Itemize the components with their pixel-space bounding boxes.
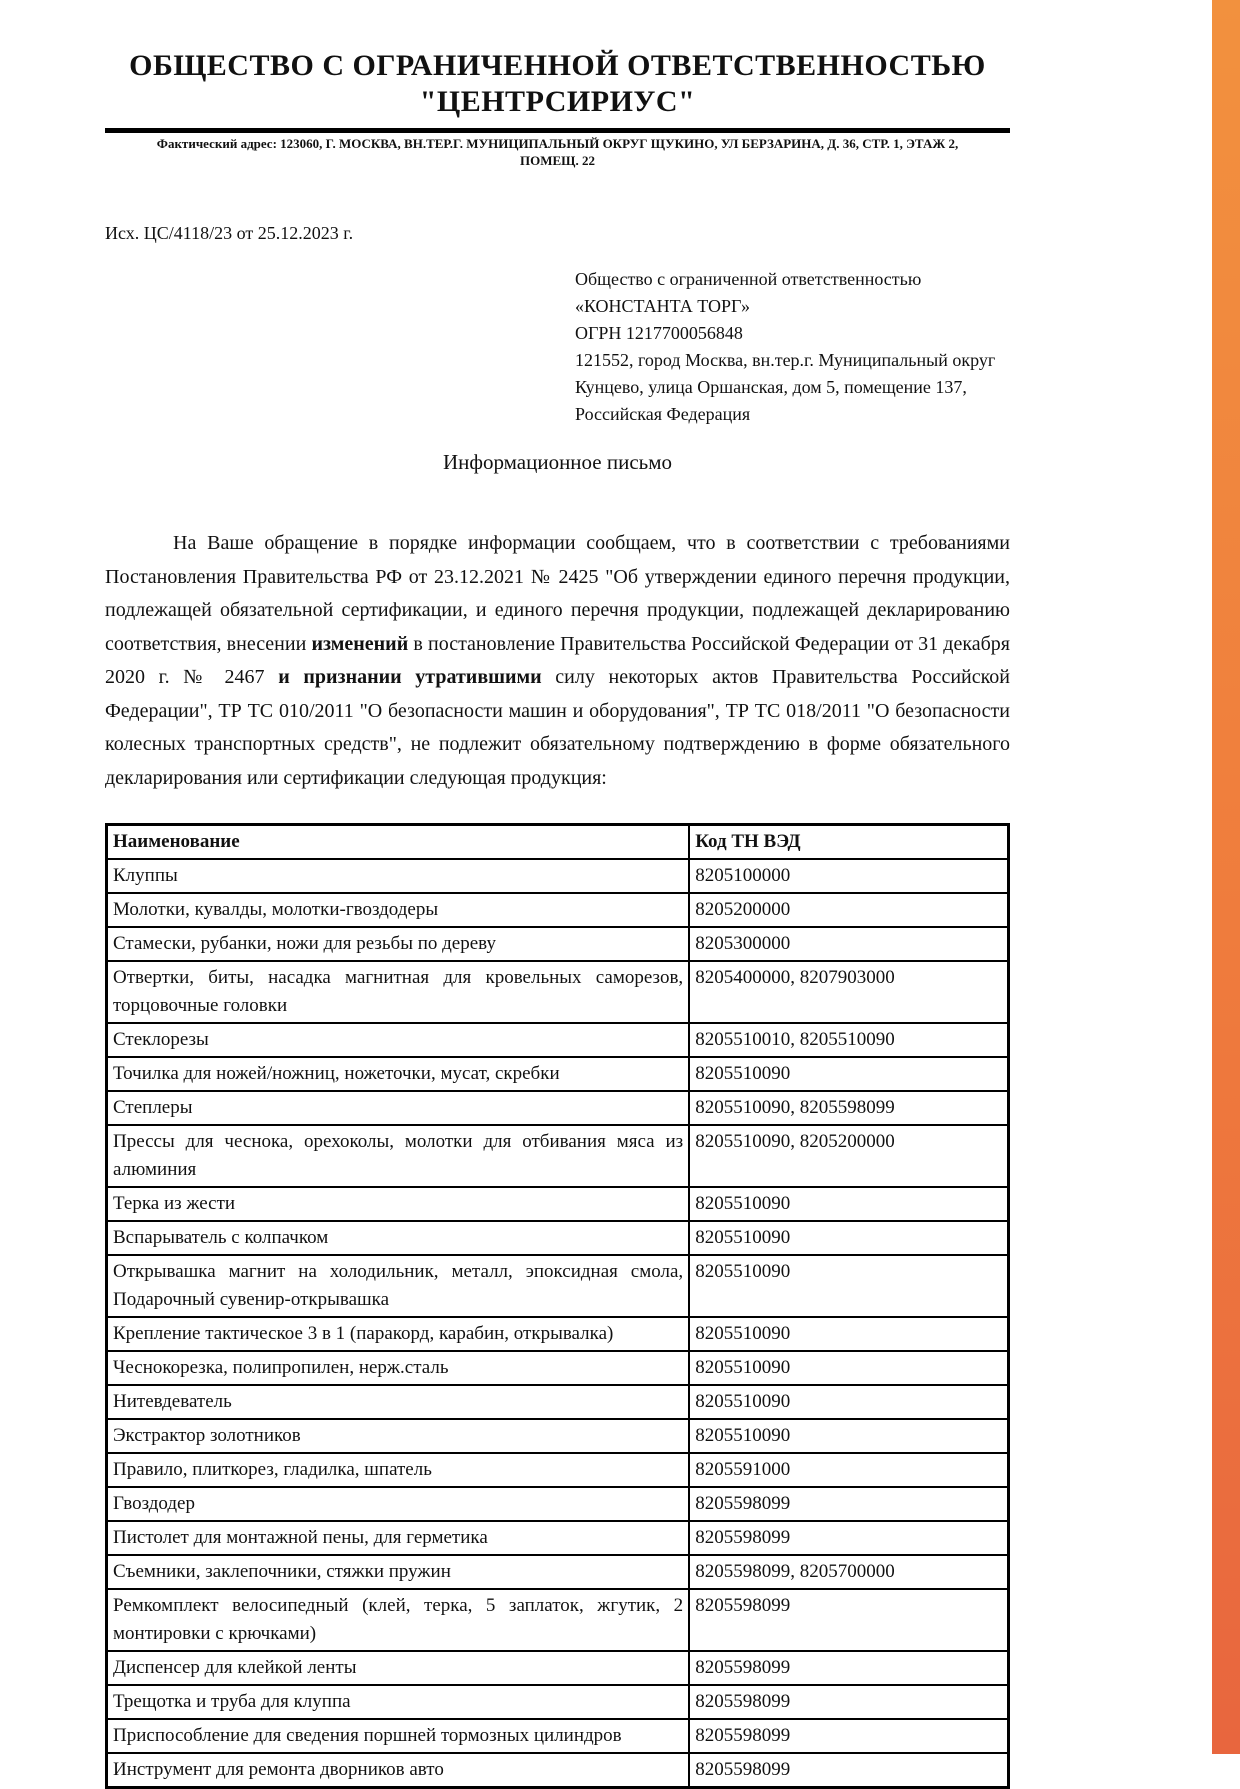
tnved-code-cell: 8205598099 xyxy=(689,1651,1008,1685)
tnved-code-cell: 8205598099 xyxy=(689,1589,1008,1651)
table-row xyxy=(107,1419,1009,1453)
table-row xyxy=(107,1317,1009,1351)
tnved-code-cell: 8205510090, 8205598099 xyxy=(689,1091,1008,1125)
tnved-code-cell: 8205598099 xyxy=(689,1487,1008,1521)
table-header-row xyxy=(107,825,1009,860)
product-name-cell: Нитевдеватель xyxy=(107,1385,690,1419)
tnved-code-cell: 8205598099 xyxy=(689,1521,1008,1555)
recipient-line: Российская Федерация xyxy=(575,404,751,424)
product-name-cell: Ремкомплект велосипедный (клей, терка, 5 заплаток, жгутик, 2 монтировки с крючками) xyxy=(107,1589,690,1651)
tnved-code-cell: 8205510010, 8205510090 xyxy=(689,1023,1008,1057)
product-name-cell: Экстрактор золотников xyxy=(107,1419,690,1453)
tnved-code-cell: 8205510090 xyxy=(689,1419,1008,1453)
tnved-code-cell: 8205510090 xyxy=(689,1351,1008,1385)
company-name-line1: ОБЩЕСТВО С ОГРАНИЧЕННОЙ ОТВЕТСТВЕННОСТЬЮ xyxy=(129,49,986,82)
product-name-cell: Открывашка магнит на холодильник, металл, эпоксидная смола, Подарочный сувенир-открывашка xyxy=(107,1255,690,1317)
tnved-code-cell: 8205300000 xyxy=(689,927,1008,961)
table-row xyxy=(107,1385,1009,1419)
table-row xyxy=(107,859,1009,893)
product-name-cell: Стеклорезы xyxy=(107,1023,690,1057)
tnved-code-cell: 8205510090, 8205200000 xyxy=(689,1125,1008,1187)
table-row xyxy=(107,1221,1009,1255)
recipient-line: «КОНСТАНТА ТОРГ» xyxy=(575,296,750,316)
product-name-cell: Прессы для чеснока, орехоколы, молотки для отбивания мяса из алюминия xyxy=(107,1125,690,1187)
table-row xyxy=(107,1351,1009,1385)
product-name-cell: Правило, плиткорез, гладилка, шпатель xyxy=(107,1453,690,1487)
tnved-code-cell: 8205591000 xyxy=(689,1453,1008,1487)
products-table-body xyxy=(107,859,1009,1788)
product-name-cell: Инструмент для ремонта дворников авто xyxy=(107,1753,690,1788)
column-header-name: Наименование xyxy=(107,825,690,860)
tnved-code-cell: 8205598099 xyxy=(689,1753,1008,1788)
product-name-cell: Терка из жести xyxy=(107,1187,690,1221)
recipient-line: Общество с ограниченной ответственностью xyxy=(575,269,922,289)
product-name-cell: Точилка для ножей/ножниц, ножеточки, мусат, скребки xyxy=(107,1057,690,1091)
tnved-code-cell: 8205100000 xyxy=(689,859,1008,893)
letterhead-address: Фактический адрес: 123060, Г. МОСКВА, ВН.ТЕР.Г. МУНИЦИПАЛЬНЫЙ ОКРУГ ЩУКИНО, УЛ БЕРЗАРИНА, Д. 36, СТР. 1, ЭТАЖ 2, ПОМЕЩ. 22 xyxy=(156,136,959,168)
table-row xyxy=(107,1091,1009,1125)
tnved-code-cell: 8205510090 xyxy=(689,1057,1008,1091)
tnved-code-cell: 8205400000, 8207903000 xyxy=(689,961,1008,1023)
table-row xyxy=(107,1125,1009,1187)
table-row xyxy=(107,927,1009,961)
tnved-code-cell: 8205510090 xyxy=(689,1221,1008,1255)
tnved-code-cell: 8205510090 xyxy=(689,1255,1008,1317)
tnved-code-cell: 8205510090 xyxy=(689,1187,1008,1221)
letter-page xyxy=(105,48,1010,1789)
table-row xyxy=(107,1023,1009,1057)
table-row xyxy=(107,1057,1009,1091)
table-row xyxy=(107,1453,1009,1487)
product-name-cell: Крепление тактическое 3 в 1 (паракорд, карабин, открывалка) xyxy=(107,1317,690,1351)
recipient-line: 121552, город Москва, вн.тер.г. Муниципальный округ xyxy=(575,350,996,370)
table-row xyxy=(107,961,1009,1023)
products-table xyxy=(105,823,1010,1789)
product-name-cell: Гвоздодер xyxy=(107,1487,690,1521)
tnved-code-cell: 8205598099 xyxy=(689,1719,1008,1753)
column-header-code: Код ТН ВЭД xyxy=(689,825,1008,860)
recipient-line: ОГРН 1217700056848 xyxy=(575,323,743,343)
table-row xyxy=(107,1487,1009,1521)
product-name-cell: Степлеры xyxy=(107,1091,690,1125)
product-name-cell: Трещотка и труба для клуппа xyxy=(107,1685,690,1719)
table-row xyxy=(107,1187,1009,1221)
letter-body-paragraph: На Ваше обращение в порядке информации сообщаем, что в соответствии с требованиями Постановления Правительства РФ от 23.12.2021 № 2425 "Об утверждении единого перечня продукции, подлежащей обязательной сертификации, и единого перечня продукции, подлежащей декларированию соответствия, внесении изменений в постановление Правительства Российской Федерации от 31 декабря 2020 г. № 2467 и признании утратившими силу некоторых актов Правительства Российской Федерации", ТР ТС 010/2011 "О безопасности машин и оборудования", ТР ТС 018/2011 "О безопасности колесных транспортных средств", не подлежит обязательному подтверждению в форме обязательного декларирования или сертификации следующая продукция: xyxy=(105,532,1011,789)
product-name-cell: Молотки, кувалды, молотки-гвоздодеры xyxy=(107,893,690,927)
tnved-code-cell: 8205598099 xyxy=(689,1685,1008,1719)
product-name-cell: Стамески, рубанки, ножи для резьбы по дереву xyxy=(107,927,690,961)
product-name-cell: Отвертки, биты, насадка магнитная для кровельных саморезов, торцовочные головки xyxy=(107,961,690,1023)
product-name-cell: Диспенсер для клейкой ленты xyxy=(107,1651,690,1685)
page-accent-stripe xyxy=(1212,0,1240,1754)
table-row xyxy=(107,1521,1009,1555)
table-row xyxy=(107,1753,1009,1788)
company-name-line2: "ЦЕНТРСИРИУС" xyxy=(419,85,696,118)
letterhead-company-name xyxy=(105,48,1010,120)
product-name-cell: Вспарыватель с колпачком xyxy=(107,1221,690,1255)
product-name-cell: Клуппы xyxy=(107,859,690,893)
tnved-code-cell: 8205510090 xyxy=(689,1385,1008,1419)
table-row xyxy=(107,893,1009,927)
table-row xyxy=(107,1719,1009,1753)
tnved-code-cell: 8205510090 xyxy=(689,1317,1008,1351)
recipient-block xyxy=(575,266,1010,428)
letter-title: Информационное письмо xyxy=(442,450,673,474)
outgoing-reference: Исх. ЦС/4118/23 от 25.12.2023 г. xyxy=(105,223,354,243)
table-row xyxy=(107,1555,1009,1589)
tnved-code-cell: 8205598099, 8205700000 xyxy=(689,1555,1008,1589)
recipient-line: Кунцево, улица Оршанская, дом 5, помещение 137, xyxy=(575,377,967,397)
product-name-cell: Пистолет для монтажной пены, для герметика xyxy=(107,1521,690,1555)
table-row xyxy=(107,1685,1009,1719)
tnved-code-cell: 8205200000 xyxy=(689,893,1008,927)
product-name-cell: Чеснокорезка, полипропилен, нерж.сталь xyxy=(107,1351,690,1385)
letterhead-divider xyxy=(105,128,1010,133)
table-row xyxy=(107,1589,1009,1651)
product-name-cell: Приспособление для сведения поршней тормозных цилиндров xyxy=(107,1719,690,1753)
table-row xyxy=(107,1651,1009,1685)
table-row xyxy=(107,1255,1009,1317)
product-name-cell: Съемники, заклепочники, стяжки пружин xyxy=(107,1555,690,1589)
